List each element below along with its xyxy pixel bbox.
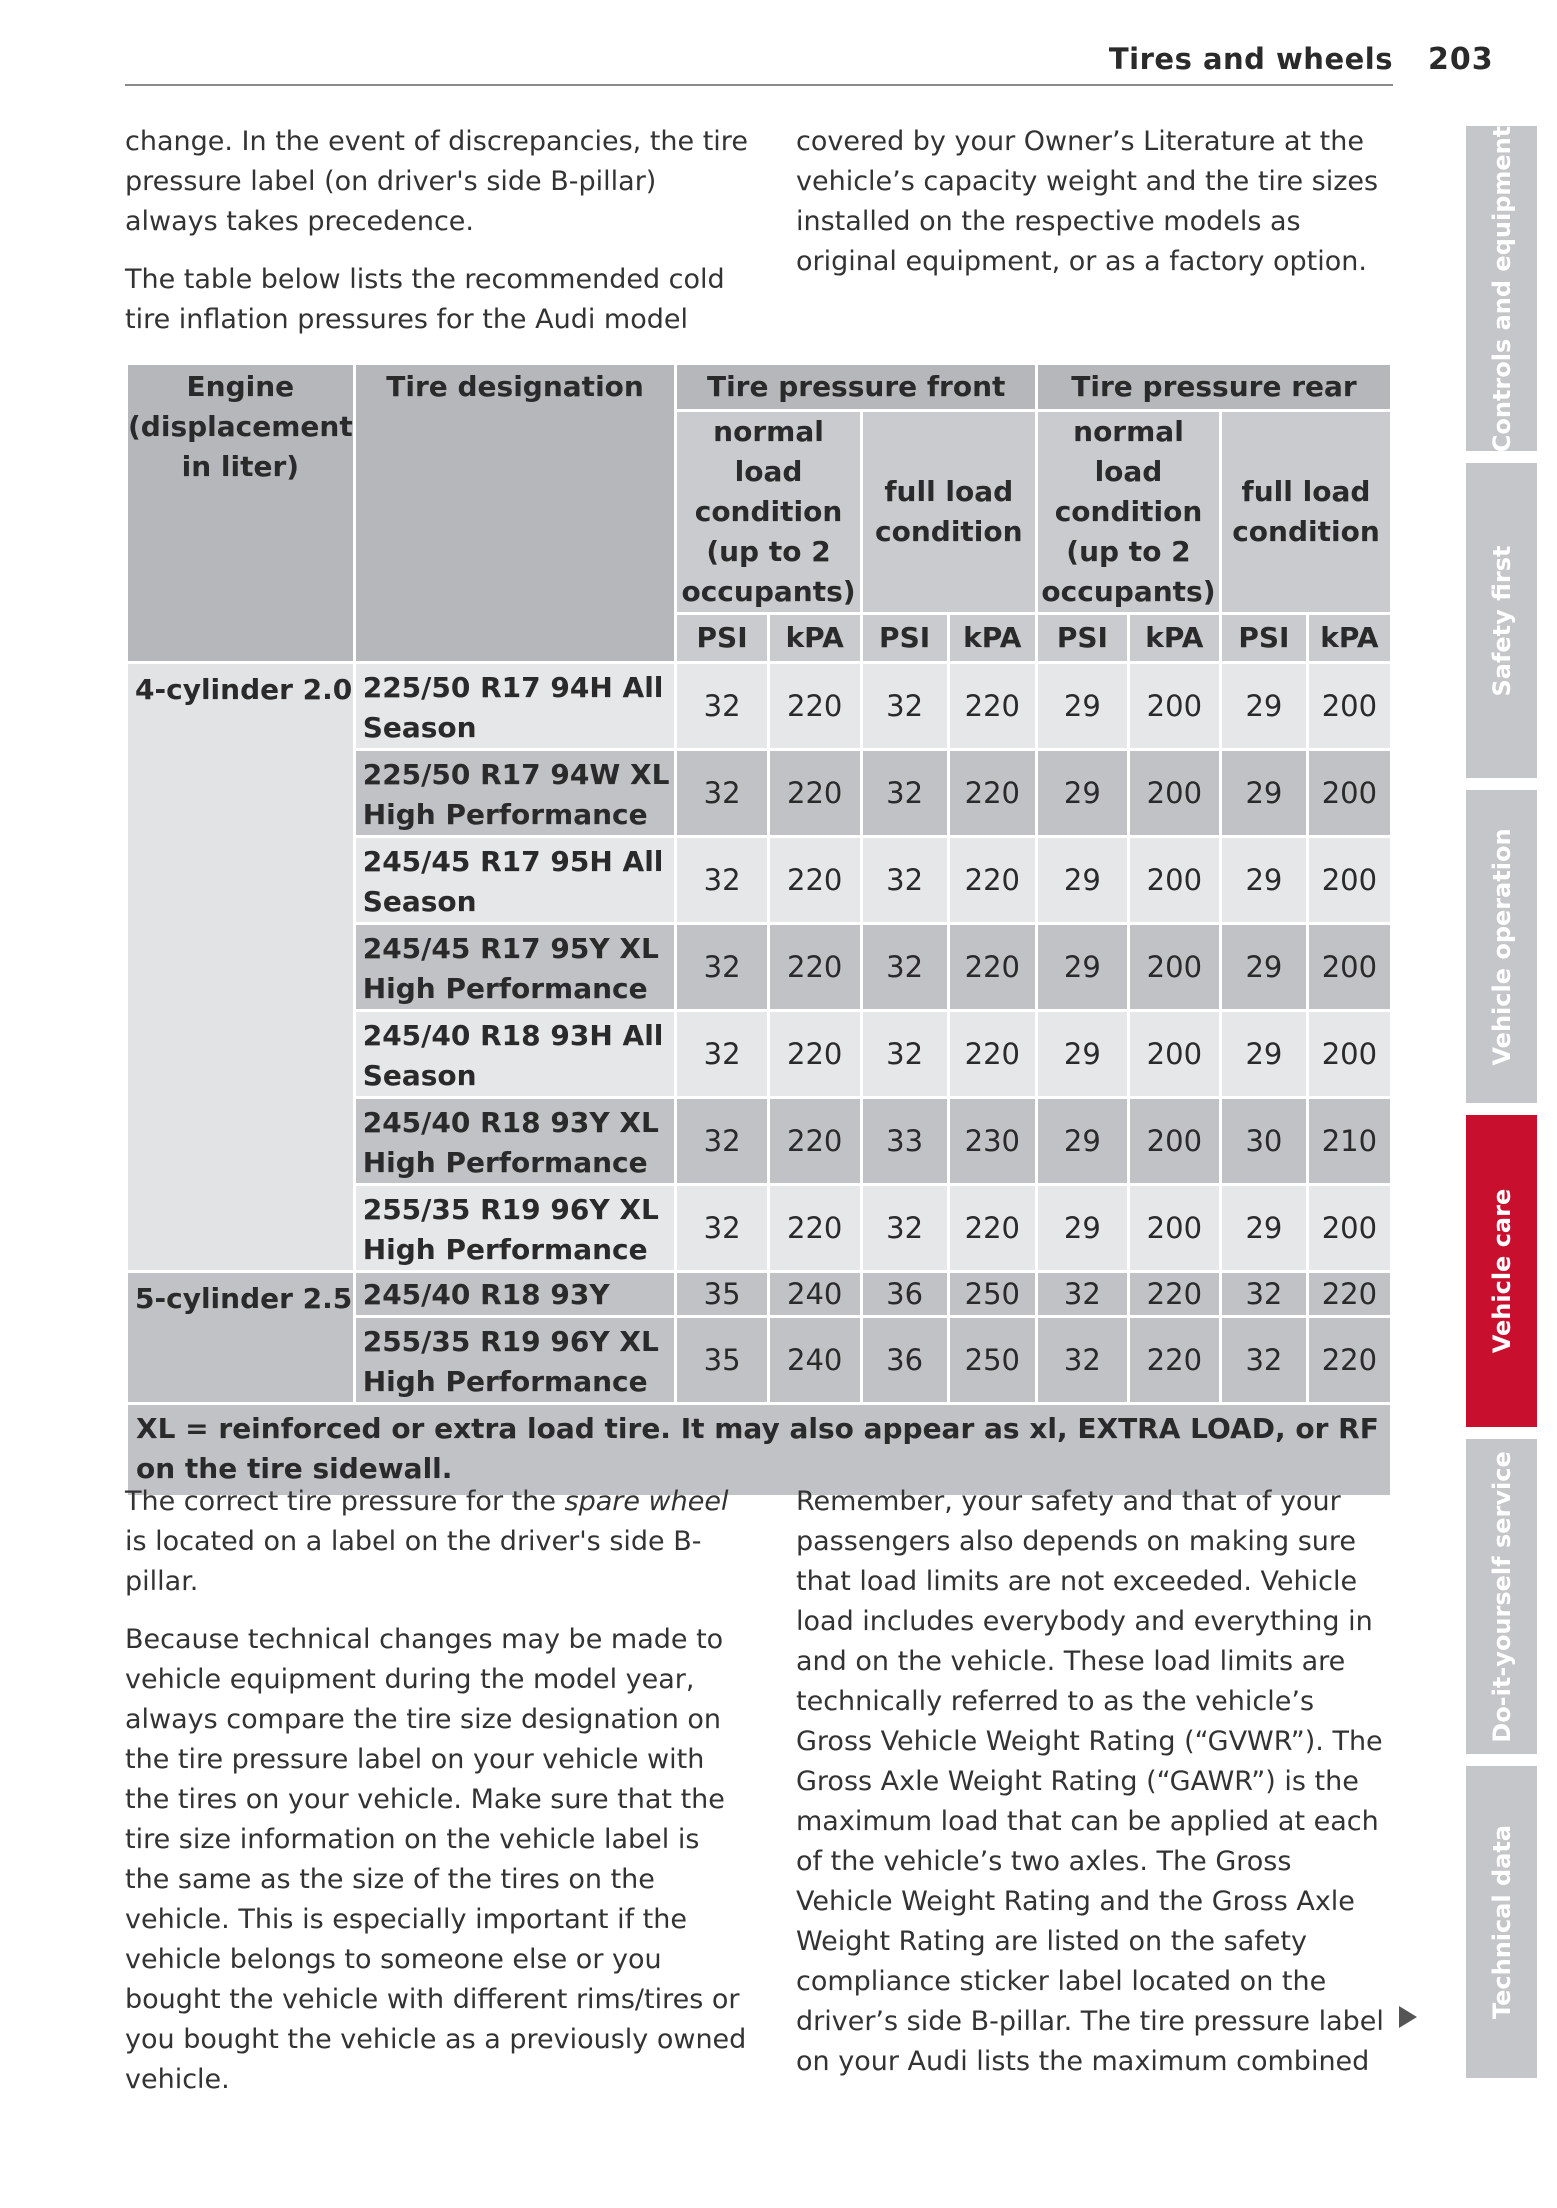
value-cell: 32 [676, 837, 768, 924]
value-cell: 32 [676, 1185, 768, 1272]
value-cell: 29 [1037, 750, 1129, 837]
value-cell: 29 [1220, 924, 1307, 1011]
emphasis-text: spare wheel [564, 1486, 729, 1517]
paragraph: covered by your Owner’s Literature at the vehicle’s capacity weight and the tire sizes installed on the respective models as original equipment, or as a factory option. [796, 126, 1379, 277]
paragraph: The table below lists the recommended cold tire inflation pressures for the Audi model [125, 264, 725, 335]
header-unit-kpa: kPA [1307, 614, 1391, 663]
value-cell: 35 [676, 1317, 768, 1404]
side-tab-label: Do-it-yourself service [1487, 1450, 1516, 1743]
tire-designation-cell: 255/35 R19 96Y XL High Performance [354, 1185, 676, 1272]
tire-designation-cell: 225/50 R17 94H All Season [354, 663, 676, 750]
value-cell: 32 [676, 663, 768, 750]
header-front: Tire pressure front [676, 364, 1037, 411]
header-front-normal-load: normal load condition (up to 2 occupants) [676, 411, 861, 614]
value-cell: 220 [948, 750, 1036, 837]
tire-designation-cell: 255/35 R19 96Y XL High Performance [354, 1317, 676, 1404]
header-front-full-load: full load condition [861, 411, 1036, 614]
value-cell: 200 [1128, 663, 1220, 750]
side-tab-label: Vehicle operation [1487, 827, 1516, 1066]
value-cell: 29 [1037, 1011, 1129, 1098]
header-unit-psi: PSI [1220, 614, 1307, 663]
tire-designation-cell: 245/45 R17 95H All Season [354, 837, 676, 924]
header-unit-kpa: kPA [768, 614, 861, 663]
value-cell: 220 [1128, 1272, 1220, 1317]
value-cell: 200 [1307, 1185, 1391, 1272]
header-unit-psi: PSI [676, 614, 768, 663]
tire-designation-cell: 245/40 R18 93Y XL High Performance [354, 1098, 676, 1185]
text-column-left-bottom [125, 1482, 750, 2118]
side-tab-label: Safety first [1487, 544, 1516, 697]
value-cell: 200 [1307, 1011, 1391, 1098]
value-cell: 240 [768, 1317, 861, 1404]
side-tab-controls-and-equipment[interactable] [1466, 126, 1537, 451]
value-cell: 29 [1220, 837, 1307, 924]
value-cell: 220 [768, 663, 861, 750]
value-cell: 220 [948, 663, 1036, 750]
paragraph-text: The correct tire pressure for the [125, 1486, 565, 1517]
paragraph: change. In the event of discrepancies, the tire pressure label (on driver's side B-pillar) always takes precedence. [125, 126, 748, 237]
text-column-right-top [796, 122, 1406, 300]
header-unit-kpa: kPA [1128, 614, 1220, 663]
engine-group-cell: 5-cylinder 2.5 [127, 1272, 355, 1404]
value-cell: 35 [676, 1272, 768, 1317]
header-rear-normal-load: normal load condition (up to 2 occupants) [1037, 411, 1221, 614]
header-unit-kpa: kPA [948, 614, 1036, 663]
value-cell: 200 [1128, 1011, 1220, 1098]
value-cell: 29 [1037, 1185, 1129, 1272]
header-engine: Engine (displacement in liter) [127, 364, 355, 663]
value-cell: 29 [1037, 1098, 1129, 1185]
value-cell: 220 [948, 837, 1036, 924]
value-cell: 32 [676, 750, 768, 837]
value-cell: 240 [768, 1272, 861, 1317]
value-cell: 32 [861, 1185, 948, 1272]
side-tab-vehicle-operation[interactable] [1466, 790, 1537, 1103]
value-cell: 230 [948, 1098, 1036, 1185]
value-cell: 29 [1220, 750, 1307, 837]
header-unit-psi: PSI [861, 614, 948, 663]
value-cell: 29 [1220, 1185, 1307, 1272]
value-cell: 220 [948, 1185, 1036, 1272]
value-cell: 30 [1220, 1098, 1307, 1185]
value-cell: 29 [1037, 837, 1129, 924]
value-cell: 210 [1307, 1098, 1391, 1185]
value-cell: 32 [861, 837, 948, 924]
header-unit-psi: PSI [1037, 614, 1129, 663]
value-cell: 29 [1220, 663, 1307, 750]
value-cell: 220 [768, 1011, 861, 1098]
value-cell: 220 [948, 1011, 1036, 1098]
value-cell: 32 [861, 924, 948, 1011]
value-cell: 29 [1037, 663, 1129, 750]
value-cell: 32 [676, 924, 768, 1011]
tire-pressure-table [125, 362, 1393, 1498]
side-tab-label: Technical data [1487, 1824, 1516, 2020]
value-cell: 200 [1128, 750, 1220, 837]
tire-designation-cell: 245/40 R18 93Y [354, 1272, 676, 1317]
page-number: 203 [1428, 42, 1494, 77]
value-cell: 200 [1307, 663, 1391, 750]
engine-group-cell: 4-cylinder 2.0 [127, 663, 355, 1272]
next-page-arrow-icon[interactable] [1399, 2006, 1417, 2028]
value-cell: 32 [1220, 1317, 1307, 1404]
value-cell: 32 [676, 1011, 768, 1098]
value-cell: 220 [768, 1185, 861, 1272]
tire-designation-cell: 245/40 R18 93H All Season [354, 1011, 676, 1098]
text-column-right-bottom [796, 1482, 1396, 2100]
value-cell: 220 [768, 750, 861, 837]
value-cell: 32 [1220, 1272, 1307, 1317]
value-cell: 200 [1307, 750, 1391, 837]
value-cell: 29 [1220, 1011, 1307, 1098]
side-tab-do-it-yourself-service[interactable] [1466, 1439, 1537, 1754]
value-cell: 200 [1128, 1185, 1220, 1272]
page-header [125, 38, 1393, 86]
side-tab-vehicle-care[interactable] [1466, 1115, 1537, 1427]
paragraph: Remember, your safety and that of your passengers also depends on making sure that load limits are not exceeded. Vehicle load includes everybody and everything in and on the vehicle. These load limits are technically referred to as the vehicle’s Gross Vehicle Weight Rating (“GVWR”). The Gross Axle Weight Rating (“GAWR”) is the maximum load that can be applied at each of the vehicle’s two axles. The Gross Vehicle Weight Rating and the Gross Axle Weight Rating are listed on the safety compliance sticker label located on the driver’s side B-pillar. The tire pressure label on your Audi lists the maximum combined [796, 1486, 1384, 2077]
section-title: Tires and wheels [1108, 42, 1393, 76]
value-cell: 200 [1307, 924, 1391, 1011]
value-cell: 36 [861, 1317, 948, 1404]
value-cell: 200 [1128, 924, 1220, 1011]
side-tab-safety-first[interactable] [1466, 463, 1537, 778]
value-cell: 220 [768, 924, 861, 1011]
paragraph-text: is located on a label on the driver's side B-pillar. [125, 1526, 702, 1597]
paragraph [125, 1482, 750, 1602]
value-cell: 220 [768, 1098, 861, 1185]
paragraph: Because technical changes may be made to vehicle equipment during the model year, always compare the tire size designation on the tire pressure label on your vehicle with the tires on your vehicle. Make sure that the tire size information on the vehicle label is the same as the size of the tires on the vehicle. This is especially important if the vehicle belongs to someone else or you bought the vehicle with different rims/tires or you bought the vehicle as a previously owned vehicle. [125, 1624, 747, 2095]
value-cell: 220 [1307, 1317, 1391, 1404]
value-cell: 200 [1307, 837, 1391, 924]
header-rear-full-load: full load condition [1220, 411, 1391, 614]
tire-designation-cell: 245/45 R17 95Y XL High Performance [354, 924, 676, 1011]
value-cell: 32 [861, 1011, 948, 1098]
header-rear: Tire pressure rear [1037, 364, 1392, 411]
value-cell: 250 [948, 1272, 1036, 1317]
table-row [127, 1272, 1392, 1317]
header-tire-designation: Tire designation [354, 364, 676, 663]
tire-designation-cell: 225/50 R17 94W XL High Performance [354, 750, 676, 837]
table-row [127, 663, 1392, 750]
value-cell: 200 [1128, 837, 1220, 924]
value-cell: 220 [768, 837, 861, 924]
side-tab-label: Controls and equipment [1487, 125, 1516, 452]
value-cell: 250 [948, 1317, 1036, 1404]
value-cell: 32 [861, 663, 948, 750]
value-cell: 36 [861, 1272, 948, 1317]
value-cell: 220 [948, 924, 1036, 1011]
value-cell: 33 [861, 1098, 948, 1185]
value-cell: 200 [1128, 1098, 1220, 1185]
value-cell: 220 [1307, 1272, 1391, 1317]
value-cell: 32 [1037, 1272, 1129, 1317]
text-column-left-top [125, 122, 750, 358]
side-tab-technical-data[interactable] [1466, 1766, 1537, 2078]
value-cell: 220 [1128, 1317, 1220, 1404]
value-cell: 32 [861, 750, 948, 837]
side-tab-label: Vehicle care [1487, 1188, 1516, 1354]
value-cell: 32 [676, 1098, 768, 1185]
value-cell: 29 [1037, 924, 1129, 1011]
value-cell: 32 [1037, 1317, 1129, 1404]
table-footnote: XL = reinforced or extra load tire. It may also appear as xl, EXTRA LOAD, or RF on the tire sidewall. [127, 1404, 1392, 1497]
